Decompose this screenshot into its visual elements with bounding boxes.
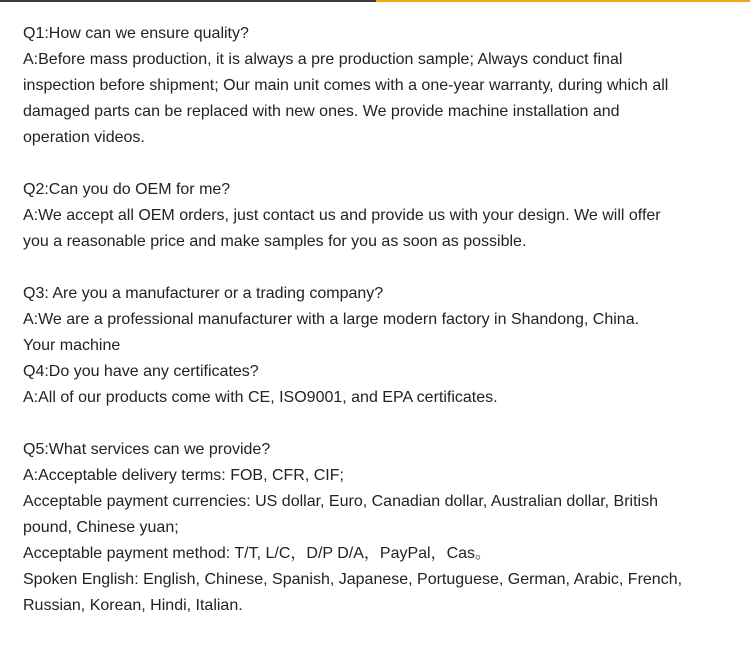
faq-spacer xyxy=(23,255,738,281)
faq-answer-line: damaged parts can be replaced with new ones. We provide machine installation and xyxy=(23,103,620,120)
top-rule-dark xyxy=(0,0,376,2)
faq-question: Q5:What services can we provide? xyxy=(23,441,271,458)
faq-spacer xyxy=(23,411,738,437)
faq-answer-line: you a reasonable price and make samples for you as soon as possible. xyxy=(23,233,527,250)
top-rule-accent xyxy=(376,0,750,2)
faq-answer-line: Acceptable payment currencies: US dollar, Euro, Canadian dollar, Australian dollar, British xyxy=(23,493,659,510)
faq-answer-line: A:We are a professional manufacturer with a large modern factory in Shandong, China. xyxy=(23,311,640,328)
faq-question: Q4:Do you have any certificates? xyxy=(23,363,259,380)
faq-question: Q2:Can you do OEM for me? xyxy=(23,181,231,198)
faq-answer-line: Acceptable payment method: T/T, L/C，D/P D/A，PayPal，Cas。 xyxy=(23,545,492,562)
faq-answer-line: Your machine xyxy=(23,337,121,354)
faq-item-q3 xyxy=(23,281,738,359)
faq-answer-line: A:We accept all OEM orders, just contact us and provide us with your design. We will offer xyxy=(23,207,661,224)
faq-answer-line: A:Before mass production, it is always a pre production sample; Always conduct final xyxy=(23,51,623,68)
faq-item-q5 xyxy=(23,437,738,619)
faq-answer-line: pound, Chinese yuan; xyxy=(23,519,179,536)
faq-item-q1 xyxy=(23,21,738,151)
faq-spacer xyxy=(23,151,738,177)
faq-answer-line: inspection before shipment; Our main unit comes with a one-year warranty, during which all xyxy=(23,77,669,94)
faq-question: Q1:How can we ensure quality? xyxy=(23,25,249,42)
faq-answer-line: operation videos. xyxy=(23,129,145,146)
faq-answer-line: Spoken English: English, Chinese, Spanish, Japanese, Portuguese, German, Arabic, French, xyxy=(23,571,683,588)
faq-answer-line: Russian, Korean, Hindi, Italian. xyxy=(23,597,243,614)
faq-answer-line: A:All of our products come with CE, ISO9001, and EPA certificates. xyxy=(23,389,498,406)
faq-item-q2 xyxy=(23,177,738,255)
faq-item-q4 xyxy=(23,359,738,411)
faq-section xyxy=(23,21,738,619)
faq-answer-line: A:Acceptable delivery terms: FOB, CFR, CIF; xyxy=(23,467,344,484)
faq-question: Q3: Are you a manufacturer or a trading company? xyxy=(23,285,384,302)
